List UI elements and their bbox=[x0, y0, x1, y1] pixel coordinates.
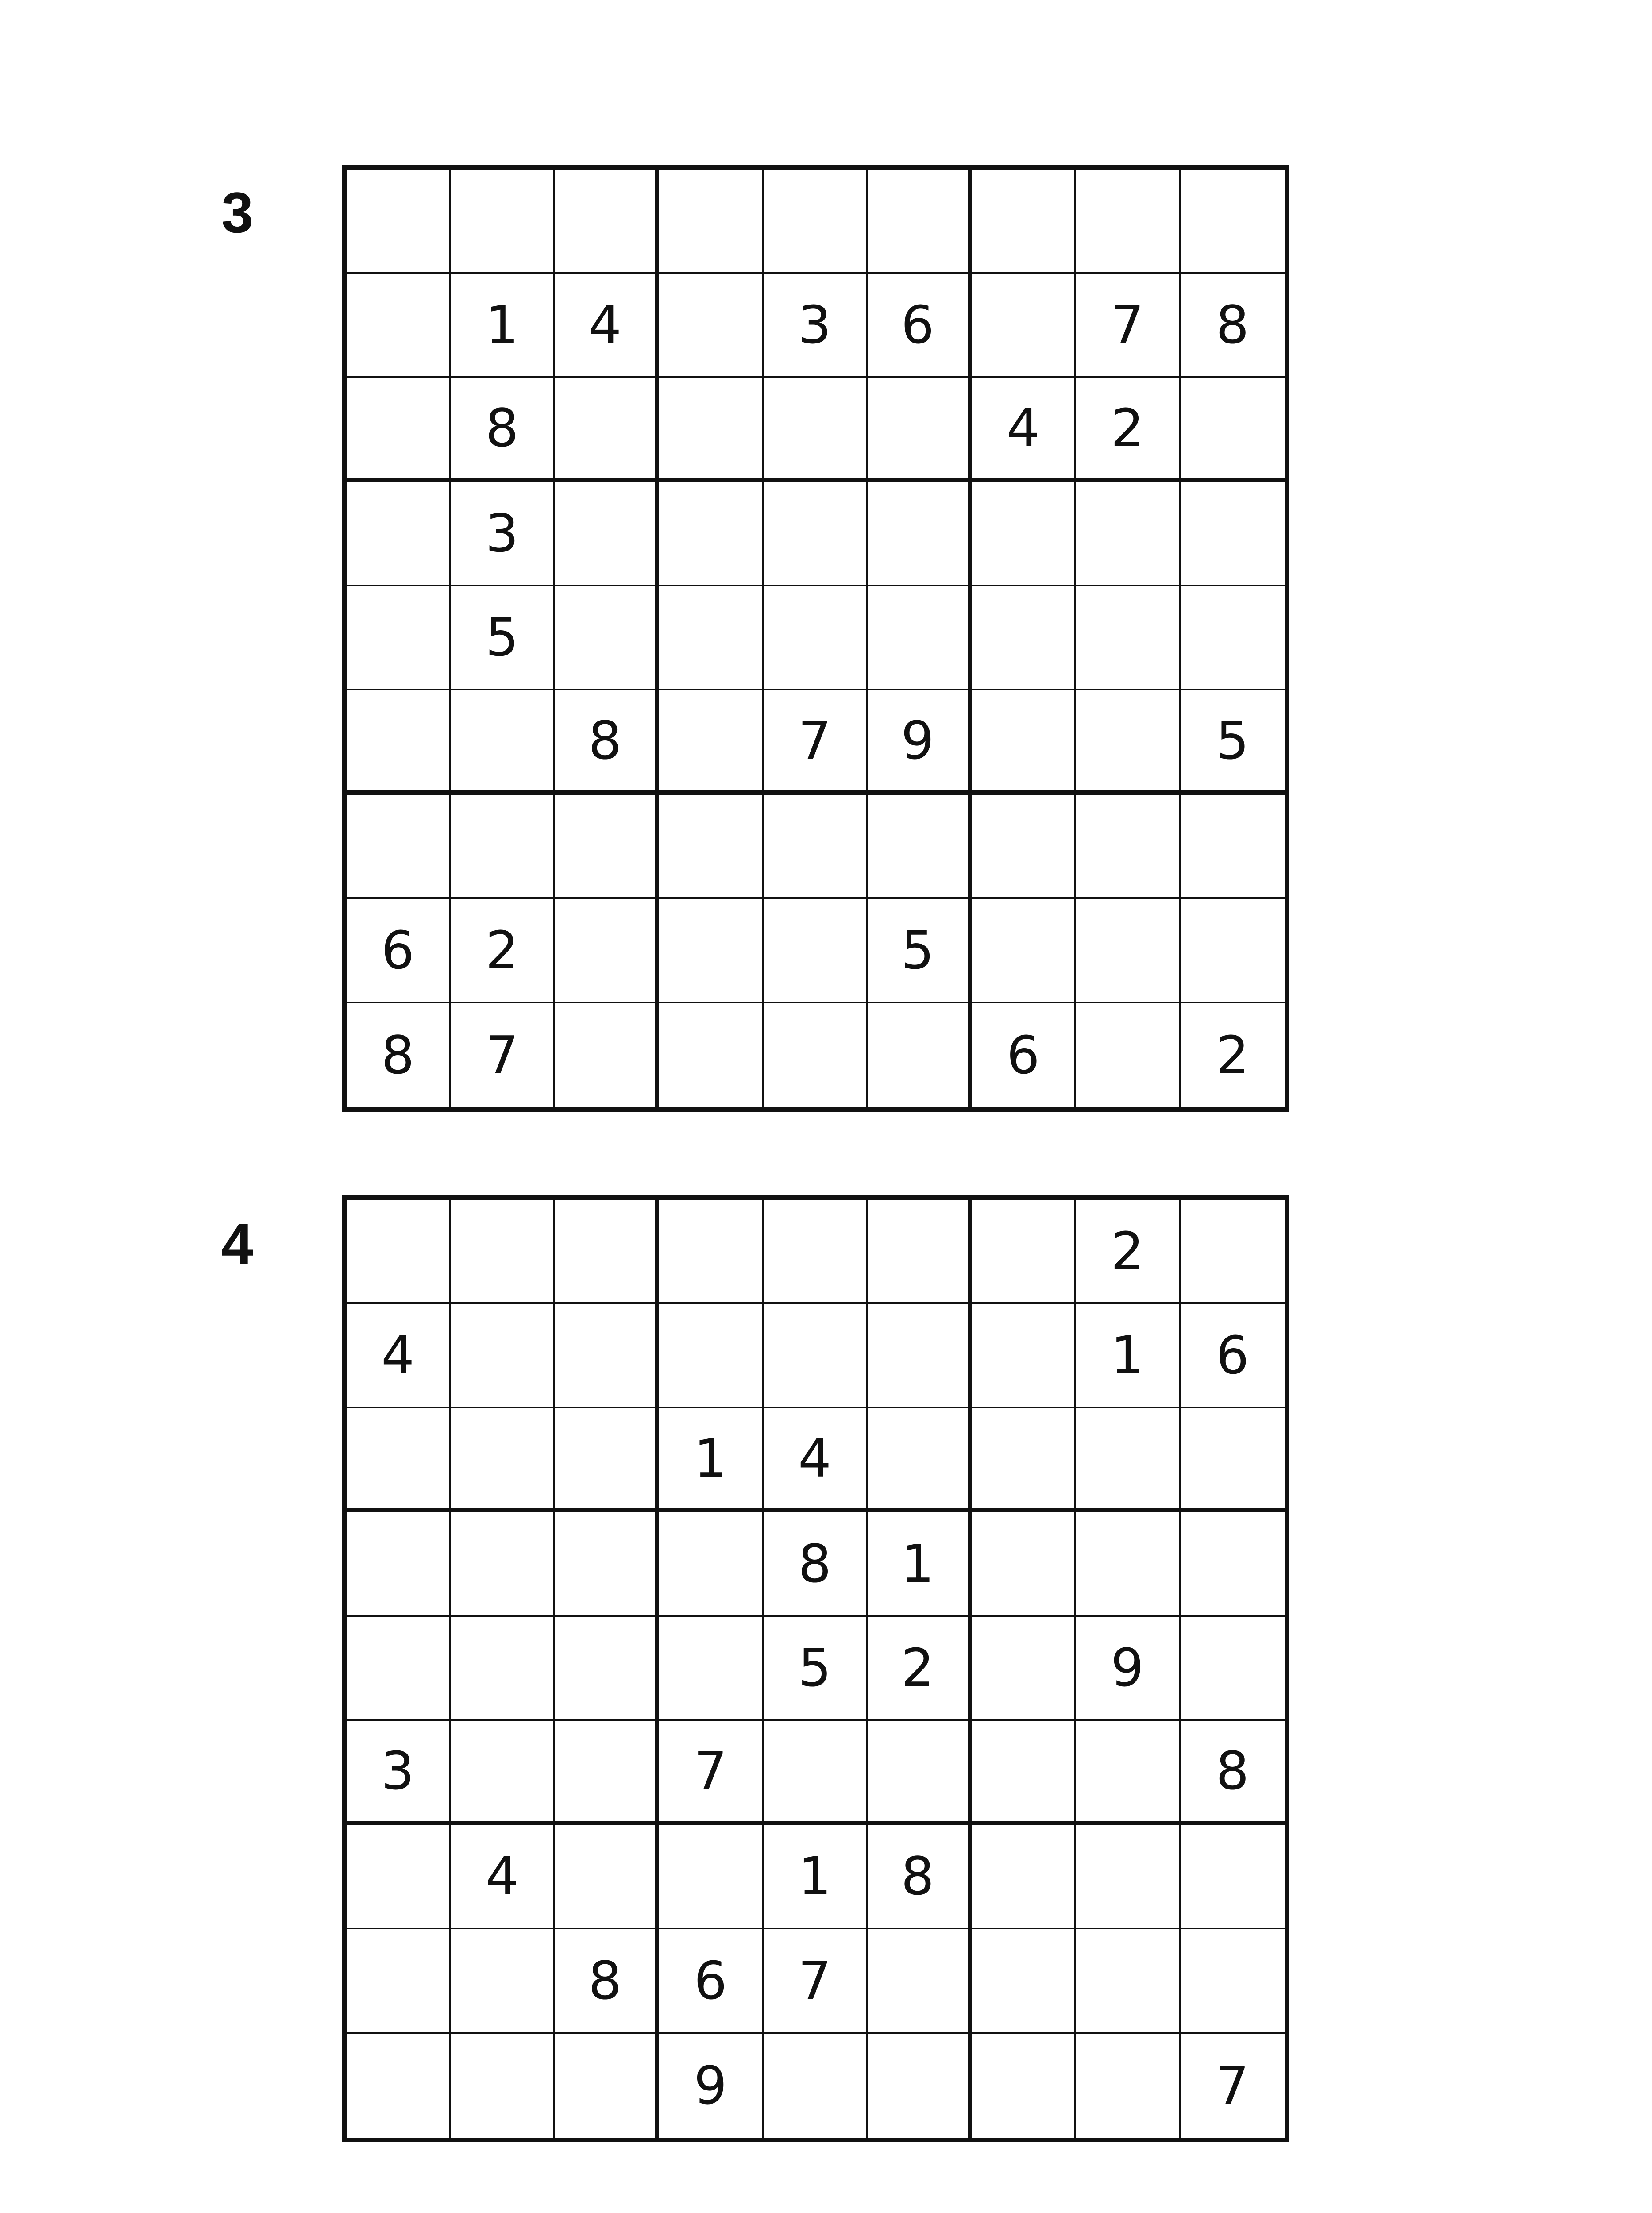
sudoku-cell[interactable] bbox=[764, 586, 868, 690]
sudoku-cell[interactable]: 7 bbox=[1076, 274, 1180, 378]
sudoku-cell[interactable]: 4 bbox=[451, 1825, 555, 1929]
sudoku-cell[interactable]: 1 bbox=[764, 1825, 868, 1929]
sudoku-cell[interactable]: 6 bbox=[1181, 1304, 1285, 1408]
sudoku-cell[interactable] bbox=[659, 274, 763, 378]
sudoku-cell[interactable] bbox=[1076, 1003, 1180, 1107]
sudoku-cell[interactable]: 8 bbox=[868, 1825, 972, 1929]
sudoku-cell[interactable] bbox=[555, 1512, 659, 1616]
sudoku-cell[interactable] bbox=[1181, 795, 1285, 899]
sudoku-cell[interactable] bbox=[555, 1721, 659, 1825]
sudoku-cell[interactable] bbox=[1076, 482, 1180, 586]
sudoku-grid-3 bbox=[342, 165, 1289, 1112]
sudoku-cell[interactable] bbox=[868, 1200, 972, 1304]
sudoku-cell[interactable]: 2 bbox=[1076, 378, 1180, 482]
sudoku-cell[interactable]: 3 bbox=[451, 482, 555, 586]
sudoku-cell[interactable]: 4 bbox=[555, 274, 659, 378]
sudoku-cell[interactable] bbox=[868, 795, 972, 899]
sudoku-cell[interactable]: 7 bbox=[764, 690, 868, 794]
sudoku-cell[interactable] bbox=[347, 1929, 451, 2033]
sudoku-cell[interactable]: 7 bbox=[1216, 2055, 1249, 2117]
sudoku-cell[interactable] bbox=[972, 1721, 1076, 1825]
sudoku-cell[interactable] bbox=[1076, 586, 1180, 690]
sudoku-cell[interactable] bbox=[347, 2034, 451, 2138]
sudoku-cell[interactable] bbox=[555, 1825, 659, 1929]
sudoku-cell[interactable]: 5 bbox=[1181, 690, 1285, 794]
sudoku-cell[interactable] bbox=[1076, 1721, 1180, 1825]
sudoku-cell[interactable] bbox=[1181, 1825, 1285, 1929]
sudoku-cell[interactable] bbox=[972, 690, 1076, 794]
sudoku-cell[interactable] bbox=[555, 1617, 659, 1721]
sudoku-cell[interactable] bbox=[1076, 170, 1180, 274]
sudoku-cell[interactable] bbox=[868, 482, 972, 586]
sudoku-cell[interactable]: 5 bbox=[868, 899, 972, 1003]
sudoku-cell[interactable] bbox=[764, 1721, 868, 1825]
sudoku-cell[interactable] bbox=[972, 1408, 1076, 1512]
sudoku-cell[interactable] bbox=[972, 482, 1076, 586]
sudoku-cell[interactable] bbox=[347, 1408, 451, 1512]
sudoku-cell[interactable] bbox=[764, 482, 868, 586]
sudoku-cell[interactable] bbox=[659, 1825, 763, 1929]
sudoku-cell[interactable]: 8 bbox=[347, 1003, 451, 1107]
sudoku-cell[interactable] bbox=[451, 2034, 555, 2138]
sudoku-cell[interactable] bbox=[659, 690, 763, 794]
sudoku-cell[interactable] bbox=[347, 1512, 451, 1616]
sudoku-cell[interactable] bbox=[347, 690, 451, 794]
sudoku-cell[interactable] bbox=[659, 482, 763, 586]
sudoku-cell[interactable] bbox=[659, 795, 763, 899]
sudoku-cell[interactable] bbox=[764, 170, 868, 274]
sudoku-cell[interactable]: 8 bbox=[555, 1929, 659, 2033]
sudoku-cell[interactable] bbox=[1181, 1929, 1285, 2033]
sudoku-cell[interactable]: 9 bbox=[868, 690, 972, 794]
sudoku-cell[interactable] bbox=[347, 1825, 451, 1929]
sudoku-cell[interactable] bbox=[1181, 586, 1285, 690]
sudoku-cell[interactable] bbox=[1076, 2034, 1180, 2138]
sudoku-cell[interactable] bbox=[868, 378, 972, 482]
sudoku-cell[interactable] bbox=[451, 1304, 555, 1408]
sudoku-grid-4 bbox=[342, 1195, 1289, 2142]
sudoku-cell[interactable] bbox=[451, 1200, 555, 1304]
sudoku-cell[interactable] bbox=[868, 1304, 972, 1408]
sudoku-cell[interactable] bbox=[972, 170, 1076, 274]
sudoku-cell[interactable]: 5 bbox=[451, 586, 555, 690]
sudoku-cell[interactable] bbox=[555, 2034, 659, 2138]
sudoku-cell[interactable]: 6 bbox=[868, 274, 972, 378]
sudoku-cell[interactable] bbox=[868, 1929, 972, 2033]
sudoku-cell[interactable]: 2 bbox=[1216, 1025, 1249, 1086]
sudoku-cell[interactable] bbox=[1076, 1512, 1180, 1616]
sudoku-cell[interactable]: 9 bbox=[1076, 1617, 1180, 1721]
sudoku-cell[interactable] bbox=[1181, 1512, 1285, 1616]
sudoku-cell[interactable]: 8 bbox=[1181, 1721, 1285, 1825]
sudoku-cell[interactable]: 4 bbox=[972, 378, 1076, 482]
sudoku-cell[interactable] bbox=[972, 586, 1076, 690]
sudoku-cell[interactable] bbox=[972, 1200, 1076, 1304]
sudoku-cell[interactable]: 7 bbox=[659, 1721, 763, 1825]
sudoku-cell[interactable]: 5 bbox=[764, 1617, 868, 1721]
sudoku-cell[interactable] bbox=[1181, 170, 1285, 274]
sudoku-cell[interactable] bbox=[659, 378, 763, 482]
sudoku-cell[interactable] bbox=[451, 1617, 555, 1721]
sudoku-cell[interactable] bbox=[764, 899, 868, 1003]
sudoku-cell[interactable] bbox=[868, 2034, 972, 2138]
sudoku-cell[interactable]: 8 bbox=[451, 378, 555, 482]
puzzle-number-4: 4 bbox=[221, 1211, 254, 1276]
sudoku-cell[interactable] bbox=[972, 274, 1076, 378]
sudoku-cell[interactable] bbox=[347, 586, 451, 690]
sudoku-cell[interactable] bbox=[868, 1408, 972, 1512]
sudoku-cell[interactable] bbox=[555, 1200, 659, 1304]
sudoku-cell[interactable] bbox=[764, 1200, 868, 1304]
sudoku-cell[interactable] bbox=[451, 795, 555, 899]
sudoku-cell[interactable] bbox=[451, 690, 555, 794]
sudoku-cell[interactable] bbox=[555, 586, 659, 690]
sudoku-cell[interactable]: 6 bbox=[659, 1929, 763, 2033]
sudoku-cell[interactable] bbox=[555, 482, 659, 586]
sudoku-cell[interactable] bbox=[451, 1721, 555, 1825]
sudoku-cell[interactable] bbox=[347, 795, 451, 899]
sudoku-cell[interactable] bbox=[1076, 1929, 1180, 2033]
sudoku-cell[interactable] bbox=[659, 1304, 763, 1408]
sudoku-cell[interactable] bbox=[659, 1200, 763, 1304]
sudoku-cell[interactable] bbox=[764, 1003, 868, 1107]
sudoku-cell[interactable]: 7 bbox=[764, 1929, 868, 2033]
sudoku-cell[interactable] bbox=[764, 378, 868, 482]
sudoku-cell[interactable] bbox=[555, 1003, 659, 1107]
sudoku-cell[interactable] bbox=[451, 1512, 555, 1616]
sudoku-cell[interactable] bbox=[764, 2034, 868, 2138]
sudoku-cell[interactable] bbox=[1181, 482, 1285, 586]
sudoku-cell[interactable] bbox=[972, 1825, 1076, 1929]
sudoku-cell[interactable] bbox=[972, 899, 1076, 1003]
sudoku-cell[interactable] bbox=[1181, 378, 1285, 482]
sudoku-cell[interactable] bbox=[1181, 899, 1285, 1003]
sudoku-cell[interactable] bbox=[1076, 690, 1180, 794]
sudoku-cell[interactable] bbox=[659, 899, 763, 1003]
sudoku-cell[interactable] bbox=[451, 1929, 555, 2033]
sudoku-cell[interactable]: 4 bbox=[347, 1304, 451, 1408]
sudoku-cell[interactable] bbox=[1181, 1200, 1285, 1304]
sudoku-cell[interactable] bbox=[868, 170, 972, 274]
sudoku-cell[interactable]: 9 bbox=[659, 2034, 763, 2138]
sudoku-cell[interactable]: 1 bbox=[1076, 1304, 1180, 1408]
sudoku-cell[interactable]: 1 bbox=[451, 274, 555, 378]
sudoku-cell[interactable]: 8 bbox=[555, 690, 659, 794]
sudoku-cell[interactable]: 2 bbox=[451, 899, 555, 1003]
sudoku-cell[interactable]: 8 bbox=[764, 1512, 868, 1616]
sudoku-cell[interactable]: 3 bbox=[347, 1721, 451, 1825]
sudoku-cell[interactable]: 1 bbox=[868, 1512, 972, 1616]
sudoku-cell[interactable] bbox=[347, 1200, 451, 1304]
sudoku-cell[interactable] bbox=[972, 795, 1076, 899]
sudoku-cell[interactable] bbox=[451, 170, 555, 274]
sudoku-cell[interactable] bbox=[972, 1304, 1076, 1408]
sudoku-cell[interactable] bbox=[1181, 1617, 1285, 1721]
sudoku-cell[interactable] bbox=[1181, 1408, 1285, 1512]
sudoku-cell[interactable]: 4 bbox=[764, 1408, 868, 1512]
sudoku-cell[interactable]: 6 bbox=[347, 899, 451, 1003]
sudoku-cell[interactable] bbox=[868, 1721, 972, 1825]
sudoku-cell[interactable] bbox=[972, 2034, 1076, 2138]
sudoku-cell[interactable] bbox=[868, 1003, 972, 1107]
sudoku-cell[interactable] bbox=[555, 795, 659, 899]
sudoku-cell[interactable] bbox=[555, 170, 659, 274]
sudoku-cell[interactable] bbox=[451, 1408, 555, 1512]
sudoku-cell[interactable] bbox=[972, 1929, 1076, 2033]
sudoku-cell[interactable] bbox=[347, 1617, 451, 1721]
sudoku-cell[interactable] bbox=[659, 1003, 763, 1107]
sudoku-cell[interactable]: 7 bbox=[451, 1003, 555, 1107]
sudoku-cell[interactable] bbox=[868, 586, 972, 690]
sudoku-cell[interactable] bbox=[659, 1617, 763, 1721]
sudoku-cell[interactable] bbox=[555, 899, 659, 1003]
sudoku-cell[interactable]: 2 bbox=[868, 1617, 972, 1721]
sudoku-cell[interactable] bbox=[972, 1617, 1076, 1721]
sudoku-cell[interactable] bbox=[347, 378, 451, 482]
sudoku-cell[interactable] bbox=[1076, 795, 1180, 899]
sudoku-cell[interactable] bbox=[764, 795, 868, 899]
sudoku-cell[interactable] bbox=[555, 378, 659, 482]
sudoku-cell[interactable] bbox=[764, 1304, 868, 1408]
sudoku-cell[interactable] bbox=[347, 482, 451, 586]
sudoku-cell[interactable] bbox=[659, 170, 763, 274]
sudoku-cell[interactable] bbox=[659, 586, 763, 690]
sudoku-cell[interactable]: 3 bbox=[764, 274, 868, 378]
sudoku-cell[interactable] bbox=[347, 274, 451, 378]
sudoku-cell[interactable]: 8 bbox=[1181, 274, 1285, 378]
sudoku-cell[interactable] bbox=[555, 1304, 659, 1408]
sudoku-cell[interactable] bbox=[1076, 1408, 1180, 1512]
sudoku-cell[interactable] bbox=[659, 1512, 763, 1616]
sudoku-cell[interactable] bbox=[1076, 1825, 1180, 1929]
puzzle-number-3: 3 bbox=[221, 180, 254, 245]
sudoku-cell[interactable] bbox=[972, 1512, 1076, 1616]
sudoku-cell[interactable] bbox=[347, 170, 451, 274]
sudoku-cell[interactable] bbox=[1076, 899, 1180, 1003]
sudoku-cell[interactable]: 1 bbox=[659, 1408, 763, 1512]
sudoku-cell[interactable]: 6 bbox=[972, 1003, 1076, 1107]
sudoku-cell[interactable]: 2 bbox=[1076, 1200, 1180, 1304]
sudoku-cell[interactable] bbox=[555, 1408, 659, 1512]
